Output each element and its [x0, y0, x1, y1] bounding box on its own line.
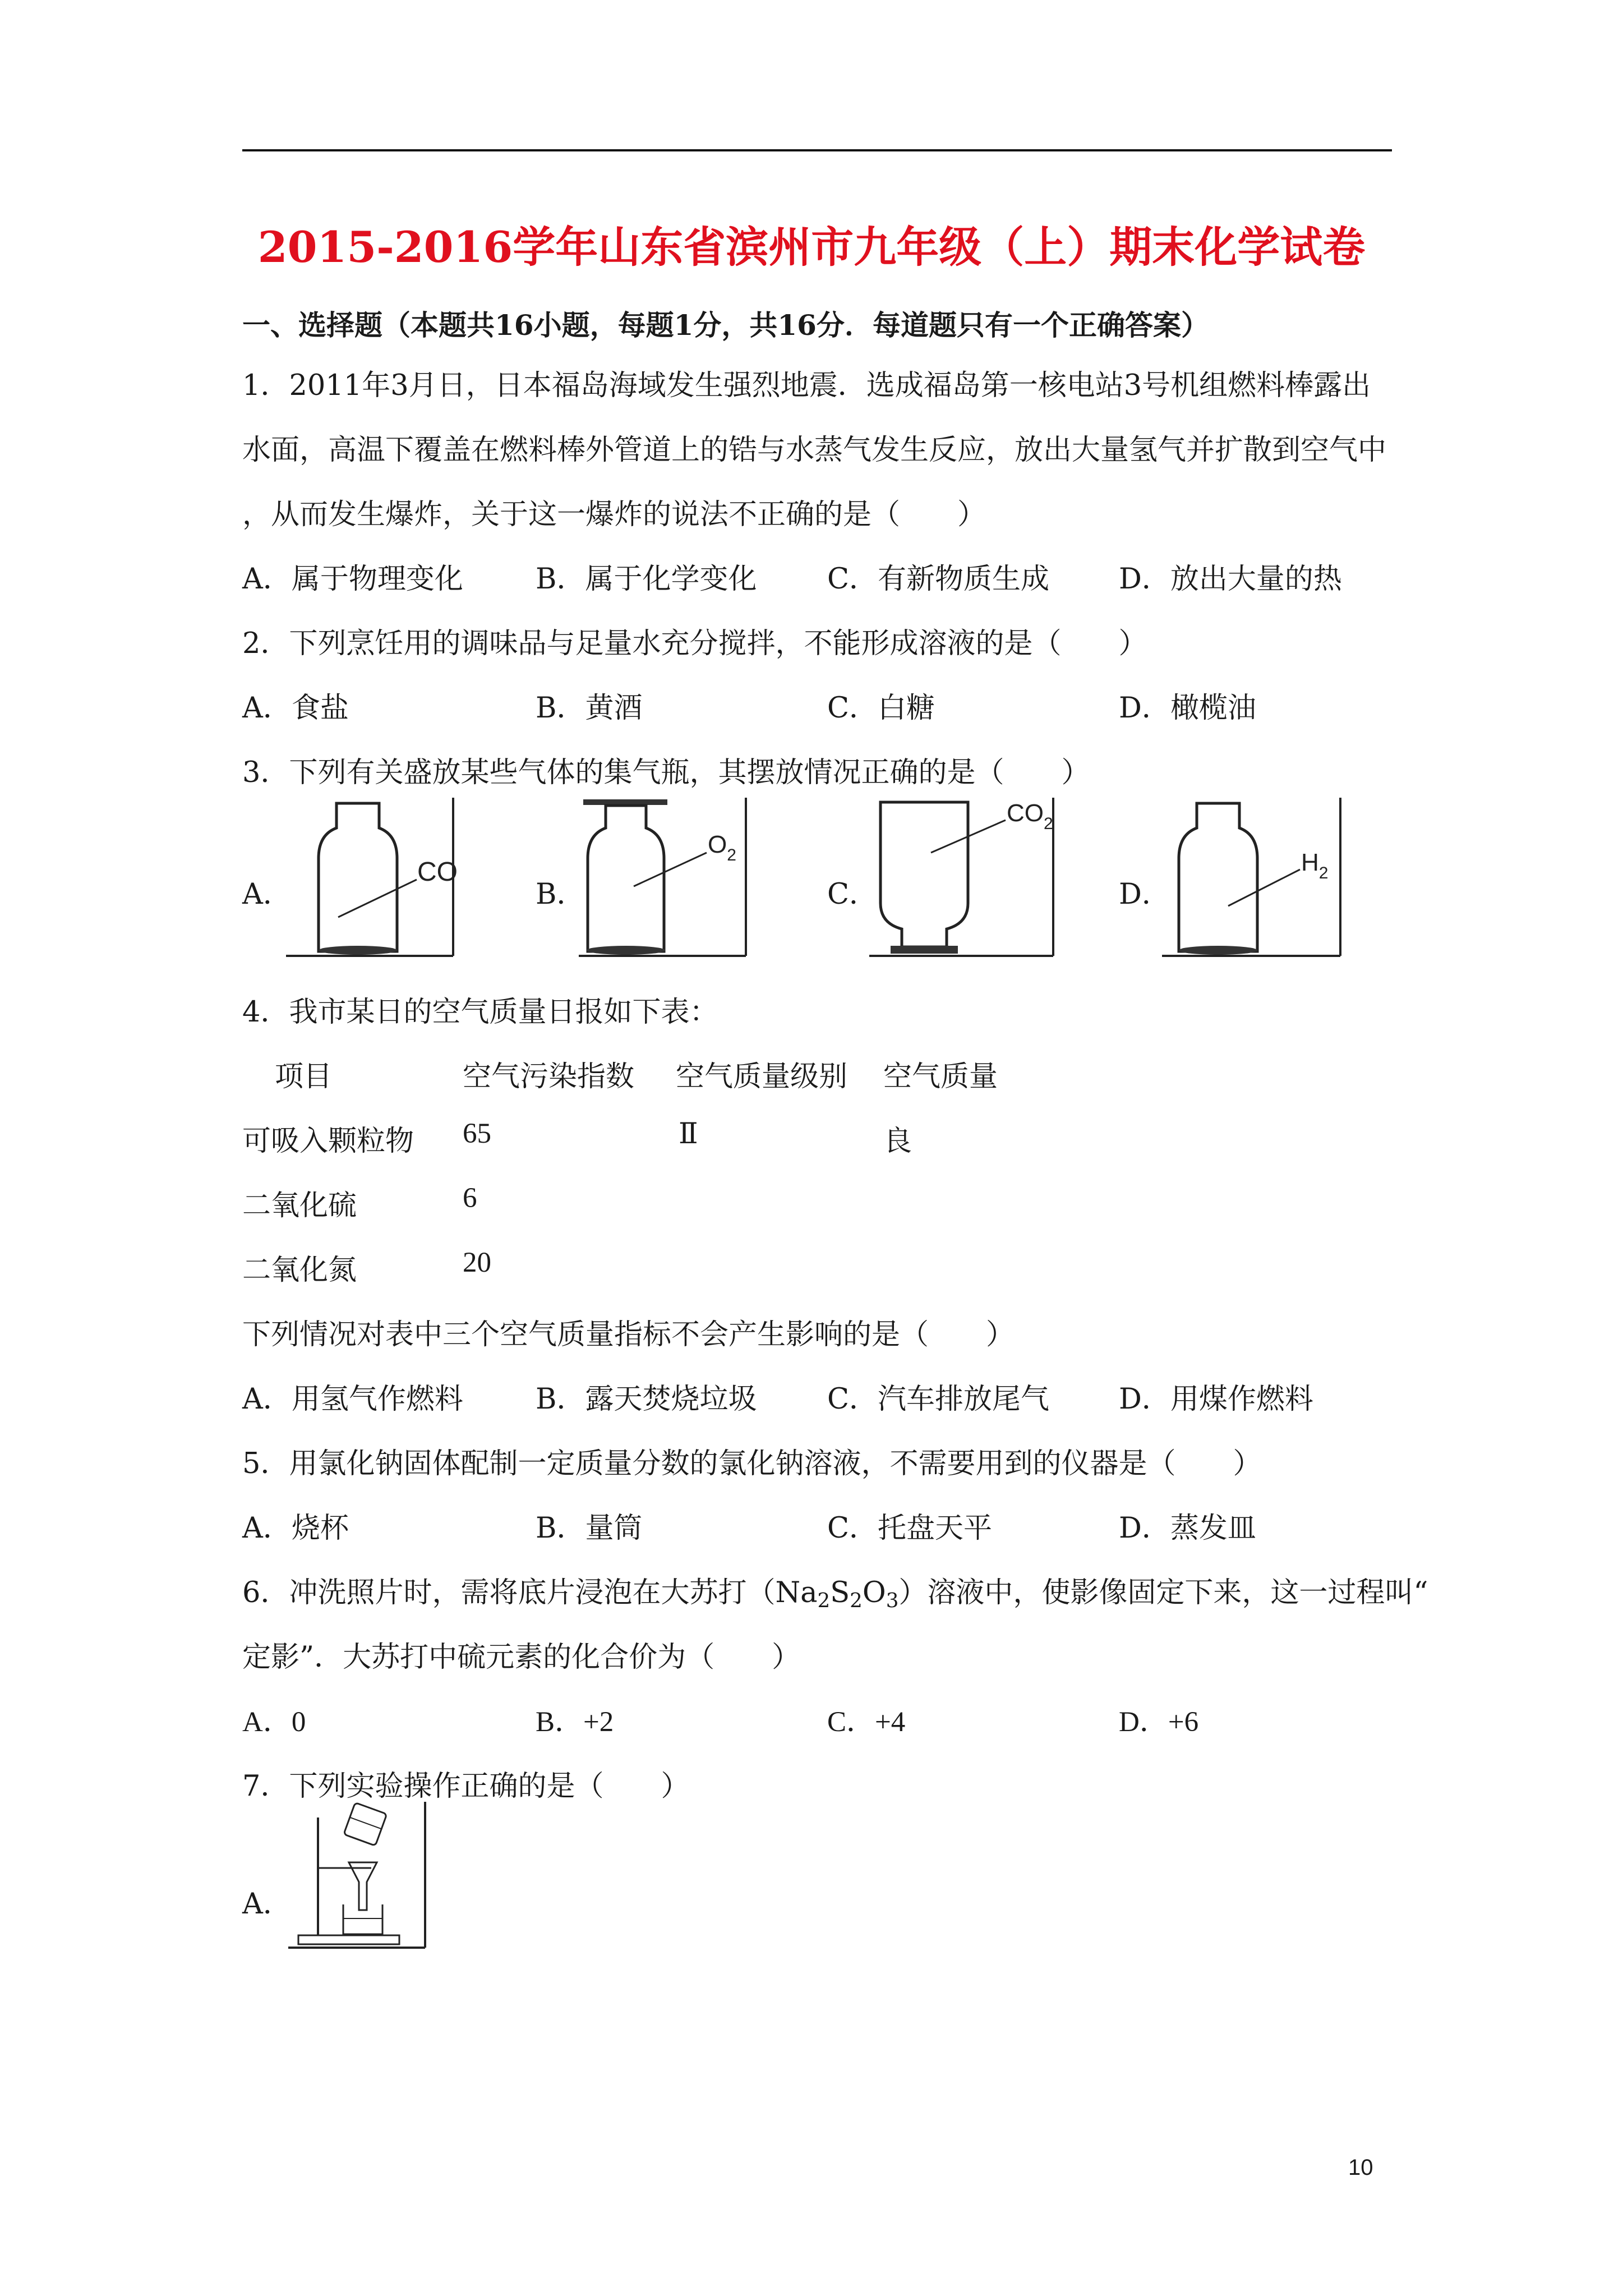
q2-option-d: D．橄榄油 — [1119, 692, 1256, 725]
gas-label-h: H — [1301, 849, 1319, 876]
q1-line1: 1．2011年3月日，日本福岛海域发生强烈地震．选成福岛第一核电站3号机组燃料棒露出 — [242, 369, 1371, 402]
gas-label-co: CO — [417, 857, 458, 887]
q5-option-b: B．量筒 — [536, 1512, 643, 1545]
q3-option-b: B． — [536, 878, 585, 911]
gas-jar-b-figure — [578, 797, 751, 959]
q4-row3-index: 20 — [463, 1247, 491, 1278]
q6-option-b: B．+2 — [536, 1706, 614, 1738]
q6-line1-post: ）溶液中，使影像固定下来，这一过程叫“ — [898, 1576, 1428, 1609]
svg-text:H2 — [1301, 849, 1328, 882]
gas-label-o: O — [708, 831, 727, 858]
svg-text:CO2 — [1007, 799, 1053, 833]
q6-option-a: A．0 — [242, 1706, 306, 1738]
q4-option-c: C．汽车排放尾气 — [827, 1383, 1050, 1416]
gas-jar-a-figure — [285, 797, 459, 959]
q5-stem: 5．用氯化钠固体配制一定质量分数的氯化钠溶液，不需要用到的仪器是（ ） — [242, 1447, 1262, 1480]
q1-line3: ，从而发生爆炸，关于这一爆炸的说法不正确的是（ ） — [242, 498, 986, 531]
q6-option-c: C．+4 — [827, 1706, 906, 1738]
q4-question: 下列情况对表中三个空气质量指标不会产生影响的是（ ） — [242, 1318, 1015, 1351]
page-number: 10 — [1348, 2155, 1373, 2180]
q3-option-d: D． — [1119, 878, 1170, 911]
q4-option-b: B．露天焚烧垃圾 — [536, 1383, 757, 1416]
q5-option-c: C．托盘天平 — [827, 1512, 993, 1545]
q6-o: O — [862, 1576, 886, 1609]
q7-option-a: A． — [242, 1888, 292, 1921]
q4-table-header-level: 空气质量级别 — [676, 1060, 848, 1093]
q4-row1-index: 65 — [463, 1118, 491, 1149]
q3-option-a: A． — [242, 878, 292, 911]
q6-option-d: D．+6 — [1119, 1706, 1199, 1738]
q4-option-a: A．用氢气作燃料 — [242, 1383, 463, 1416]
gas-label-o-sub: 2 — [727, 846, 736, 864]
q5-option-a: A．烧杯 — [242, 1512, 349, 1545]
q4-row1-quality: 良 — [883, 1125, 912, 1158]
q3-option-c: C． — [827, 878, 878, 911]
q5-option-d: D．蒸发皿 — [1119, 1512, 1256, 1545]
q4-table-header-item: 项目 — [275, 1060, 333, 1093]
page-title: 2015-2016学年山东省滨州市九年级（上）期末化学试卷 — [257, 222, 1366, 272]
svg-text:O2 — [708, 831, 736, 864]
q6-sub-na: 2 — [817, 1589, 831, 1612]
q4-table-header-quality: 空气质量 — [883, 1060, 998, 1093]
q1-option-d: D．放出大量的热 — [1119, 563, 1342, 596]
q7-stem: 7．下列实验操作正确的是（ ） — [242, 1770, 690, 1803]
q4-stem: 4．我市某日的空气质量日报如下表： — [242, 996, 718, 1029]
header-rule — [242, 149, 1392, 151]
q6-line1-pre: 6．冲洗照片时，需将底片浸泡在大苏打（Na — [242, 1576, 818, 1609]
q2-option-a: A．食盐 — [242, 692, 349, 725]
gas-label-co2-sub: 2 — [1044, 815, 1053, 833]
q6-sub-s: 2 — [850, 1589, 863, 1612]
gas-label-h-sub: 2 — [1318, 864, 1329, 882]
q4-row1-item: 可吸入颗粒物 — [242, 1125, 414, 1158]
q1-option-c: C．有新物质生成 — [827, 563, 1050, 596]
q6-sub-o: 3 — [886, 1589, 899, 1612]
q4-table-header-index: 空气污染指数 — [463, 1060, 635, 1093]
q4-row2-item: 二氧化硫 — [242, 1189, 357, 1222]
q2-option-c: C．白糖 — [827, 692, 935, 725]
section-heading: 一、选择题（本题共16小题，每题1分，共16分．每道题只有一个正确答案） — [242, 309, 1209, 342]
q2-option-b: B．黄酒 — [536, 692, 643, 725]
q1-option-b: B．属于化学变化 — [536, 563, 757, 596]
q6-line2: 定影”．大苏打中硫元素的化合价为（ ） — [242, 1641, 801, 1674]
q4-row2-index: 6 — [463, 1182, 477, 1214]
q6-s: S — [830, 1576, 850, 1609]
filtration-apparatus-figure — [287, 1801, 431, 1952]
q1-option-a: A．属于物理变化 — [242, 563, 463, 596]
gas-jar-c-figure — [868, 797, 1059, 959]
q4-option-d: D．用煤作燃料 — [1119, 1383, 1313, 1416]
q2-stem: 2．下列烹饪用的调味品与足量水充分搅拌，不能形成溶液的是（ ） — [242, 627, 1147, 660]
q1-line2: 水面，高温下覆盖在燃料棒外管道上的锆与水蒸气发生反应，放出大量氢气并扩散到空气中 — [242, 434, 1387, 467]
q4-row3-item: 二氧化氮 — [242, 1254, 357, 1287]
q4-row1-level: Ⅱ — [679, 1119, 698, 1150]
gas-jar-d-figure — [1161, 797, 1346, 959]
gas-label-co2: CO — [1007, 799, 1044, 827]
q3-stem: 3．下列有关盛放某些气体的集气瓶，其摆放情况正确的是（ ） — [242, 756, 1090, 789]
q6-line1 — [242, 1569, 1428, 1612]
